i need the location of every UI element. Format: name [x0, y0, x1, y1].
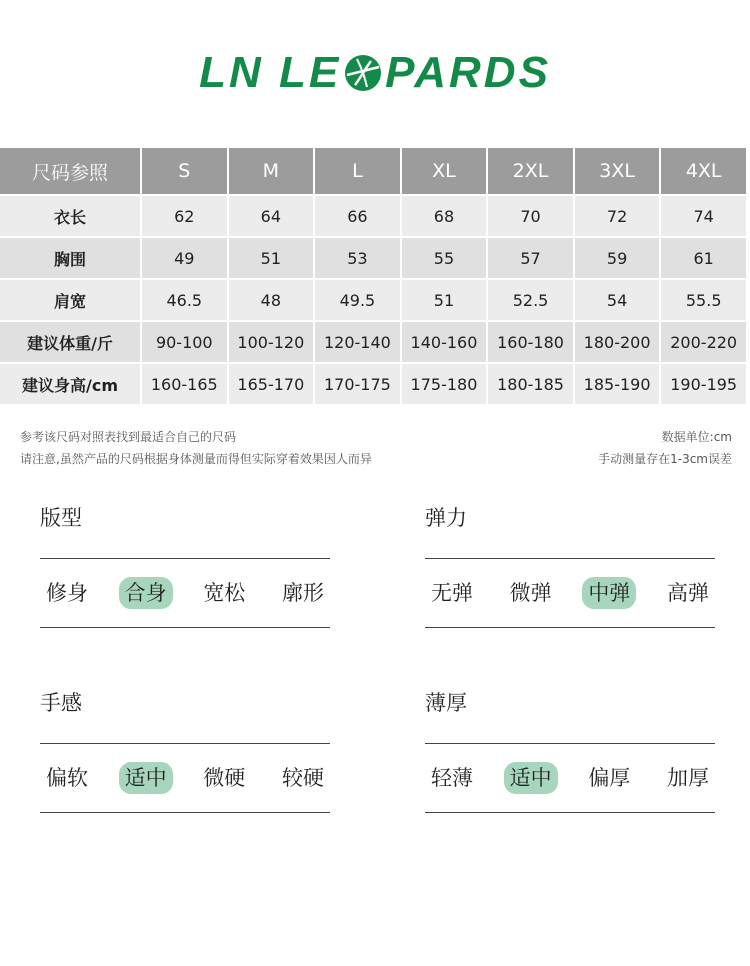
table-cell: 68 [402, 196, 487, 236]
row-label: 肩宽 [0, 280, 140, 320]
attribute-option: 修身 [46, 581, 88, 605]
table-cell: 55 [402, 238, 487, 278]
size-chart-table [0, 146, 748, 406]
table-cell: 51 [402, 280, 487, 320]
attribute-options [40, 559, 330, 627]
table-cell: 70 [488, 196, 573, 236]
size-header-cell: 4XL [661, 148, 746, 194]
table-cell: 165-170 [229, 364, 314, 404]
attribute-option: 微硬 [203, 766, 246, 790]
table-cell: 120-140 [315, 322, 400, 362]
attribute-options [425, 744, 715, 812]
table-cell: 51 [229, 238, 314, 278]
attribute-title: 薄厚 [425, 691, 467, 715]
table-cell: 140-160 [402, 322, 487, 362]
row-label: 衣长 [0, 196, 140, 236]
table-cell: 54 [575, 280, 660, 320]
attribute-options [40, 744, 330, 812]
table-cell: 170-175 [315, 364, 400, 404]
attribute-option-selected: 合身 [119, 577, 173, 609]
size-header-label: 尺码参照 [0, 148, 140, 194]
attribute-option: 偏软 [46, 766, 88, 790]
attribute-title: 手感 [40, 691, 82, 715]
table-row [0, 322, 746, 362]
attribute-option: 轻薄 [431, 766, 473, 790]
attribute-hand-feel [40, 685, 330, 813]
table-row [0, 196, 746, 236]
row-label: 建议身高/cm [0, 364, 140, 404]
table-cell: 46.5 [142, 280, 227, 320]
size-notes-right [598, 426, 732, 470]
table-cell: 66 [315, 196, 400, 236]
note-line: 请注意,虽然产品的尺码根据身体测量而得但实际穿着效果因人而异 [20, 452, 372, 466]
divider [425, 812, 715, 813]
size-header-cell: 3XL [575, 148, 660, 194]
note-line: 参考该尺码对照表找到最适合自己的尺码 [20, 430, 237, 444]
size-header-row [0, 148, 746, 194]
table-cell: 90-100 [142, 322, 227, 362]
table-cell: 49.5 [315, 280, 400, 320]
table-cell: 180-200 [575, 322, 660, 362]
table-cell: 200-220 [661, 322, 746, 362]
table-cell: 160-180 [488, 322, 573, 362]
table-cell: 52.5 [488, 280, 573, 320]
table-cell: 100-120 [229, 322, 314, 362]
attribute-title: 版型 [40, 506, 82, 530]
table-cell: 49 [142, 238, 227, 278]
table-cell: 180-185 [488, 364, 573, 404]
attribute-option: 微弹 [509, 581, 552, 605]
note-line: 手动测量存在1-3cm误差 [598, 452, 732, 466]
table-cell: 59 [575, 238, 660, 278]
row-label: 建议体重/斤 [0, 322, 140, 362]
attribute-option: 偏厚 [588, 766, 631, 790]
attribute-options [425, 559, 715, 627]
attribute-option: 无弹 [431, 581, 473, 605]
table-cell: 61 [661, 238, 746, 278]
logo-text-right: PARDS [385, 48, 551, 97]
attribute-option: 廓形 [281, 581, 324, 605]
divider [40, 627, 330, 628]
table-cell: 190-195 [661, 364, 746, 404]
table-cell: 55.5 [661, 280, 746, 320]
attribute-option: 加厚 [666, 766, 709, 790]
attribute-title: 弹力 [425, 506, 467, 530]
logo-text-left: LN LE [199, 48, 342, 97]
attribute-thickness [425, 685, 715, 813]
attribute-option-selected: 适中 [504, 762, 558, 794]
attribute-fit [40, 500, 330, 628]
brand-logo [0, 48, 750, 98]
table-cell: 72 [575, 196, 660, 236]
attribute-option: 较硬 [281, 766, 324, 790]
row-label: 胸围 [0, 238, 140, 278]
table-cell: 62 [142, 196, 227, 236]
divider [40, 812, 330, 813]
note-line: 数据单位:cm [661, 430, 732, 444]
divider [425, 627, 715, 628]
attribute-elasticity [425, 500, 715, 628]
table-cell: 185-190 [575, 364, 660, 404]
attribute-option: 宽松 [203, 581, 246, 605]
table-cell: 53 [315, 238, 400, 278]
size-notes-left [20, 426, 372, 470]
attribute-option-selected: 适中 [119, 762, 173, 794]
table-cell: 74 [661, 196, 746, 236]
table-cell: 175-180 [402, 364, 487, 404]
size-header-cell: S [142, 148, 227, 194]
attribute-option: 高弹 [666, 581, 709, 605]
size-header-cell: XL [402, 148, 487, 194]
table-cell: 57 [488, 238, 573, 278]
table-row [0, 280, 746, 320]
table-row [0, 238, 746, 278]
size-header-cell: L [315, 148, 400, 194]
table-cell: 64 [229, 196, 314, 236]
attribute-option-selected: 中弹 [582, 577, 636, 609]
size-header-cell: M [229, 148, 314, 194]
table-cell: 48 [229, 280, 314, 320]
basketball-icon [343, 53, 383, 93]
table-cell: 160-165 [142, 364, 227, 404]
table-row [0, 364, 746, 404]
size-header-cell: 2XL [488, 148, 573, 194]
